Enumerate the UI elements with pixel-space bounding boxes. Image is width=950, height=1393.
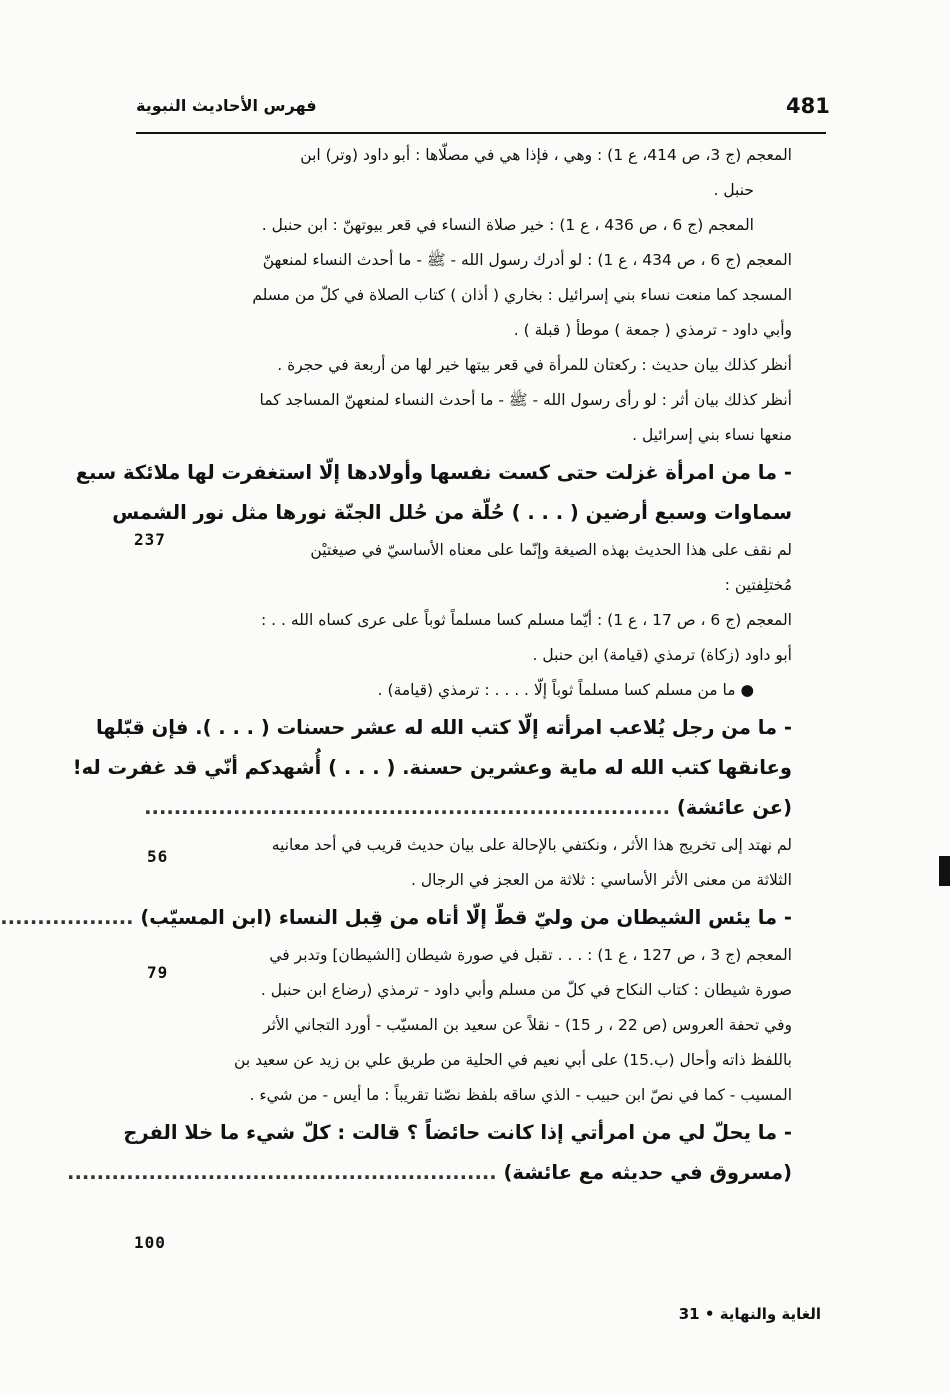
entry-text: - ما يئس الشيطان من وليّ قطّ إلّا أتاه من قِبل النساء (ابن المسيّب) bbox=[140, 906, 792, 929]
hadith-entry-line: - ما من امرأة غزلت حتى كست نفسها وأولادها إلّا استغفرت لها ملائكة سبع bbox=[75, 461, 792, 484]
hadith-entry-line: وعانقها كتب الله له ماية وعشرين حسنة. ( . . . ) أُشهدكم أنّي قد غفرت له! bbox=[72, 756, 792, 779]
footer-page-number: 31 bbox=[678, 1305, 700, 1323]
hadith-entry-line: - ما من رجل يُلاعب امرأته إلّا كتب الله له عشر حسنات ( . . . ). فإن قبّلها bbox=[95, 716, 792, 739]
entry-source: (عن عائشة) bbox=[676, 796, 792, 819]
text-line: أنظر كذلك بيان أثر : لو رأى رسول الله - ﷺ - ما أحدث النساء لمنعهنّ المساجد كما bbox=[259, 391, 792, 409]
text-line: حنبل . bbox=[713, 181, 754, 199]
hadith-entry-line: سماوات وسبع أرضين ( . . . ) حُلّة من حُلل الجنّة نورها مثل نور الشمس bbox=[112, 501, 792, 524]
page-reference: 237 bbox=[134, 530, 166, 549]
running-head bbox=[136, 92, 830, 134]
text-line: لم نهتد إلى تخريج هذا الأثر ، ونكتفي بالإحالة على بيان حديث قريب في أحد معانيه bbox=[271, 836, 792, 854]
text-line: الثلاثة من معنى الأثر الأساسي : ثلاثة من العجز في الرجال . bbox=[410, 871, 792, 889]
leader-dots: ....................................................................... bbox=[144, 796, 677, 819]
text-line: أبو داود (زكاة) ترمذي (قيامة) ابن حنبل . bbox=[532, 646, 792, 664]
hadith-entry-line bbox=[136, 788, 792, 828]
hadith-entry-line bbox=[67, 1153, 792, 1193]
page-reference: 79 bbox=[147, 963, 169, 982]
footer-separator: • bbox=[704, 1305, 715, 1323]
entry-source: (مسروق في حديثه مع عائشة) bbox=[503, 1161, 792, 1184]
text-line: المعجم (ج 3، ص 414، ع 1) : وهي ، فإذا هي في مصلّاها : أبو داود (وتر) ابن bbox=[300, 146, 792, 164]
text-line: المعجم (ج 6 ، ص 436 ، ع 1) : خير صلاة النساء في قعر بيوتهنّ : ابن حنبل . bbox=[261, 216, 754, 234]
text-line: المسيب - كما في نصّ ابن حبيب - الذي ساقه بلفظ نصّنا تقريباً : ما أيس - من شيء . bbox=[249, 1086, 792, 1104]
page-reference: 56 bbox=[147, 847, 169, 866]
page-edge-mark bbox=[939, 856, 950, 886]
text-line: المعجم (ج 6 ، ص 434 ، ع 1) : لو أدرك رسول الله - ﷺ - ما أحدث النساء لمنعهنّ bbox=[262, 251, 792, 269]
text-line: صورة شيطان : كتاب النكاح في كلّ من مسلم وأبي داود - ترمذي (رضاع ابن حنبل . bbox=[260, 981, 792, 999]
text-line: أنظر كذلك بيان حديث : ركعتان للمرأة في قعر بيتها خير لها من أربعة في حجرة . bbox=[277, 356, 792, 374]
leader-dots: .......................................................... bbox=[67, 1161, 504, 1184]
text-line: المسجد كما منعت نساء بني إسرائيل : بخاري ( أذان ) كتاب الصلاة في كلّ من مسلم bbox=[252, 286, 792, 304]
index-body bbox=[0, 138, 792, 1193]
leader-dots: .................. bbox=[0, 906, 141, 929]
text-line: وفي تحفة العروس (ص 22 ، ر 15) - نقلاً عن سعيد بن المسيّب - أورد التجاني الأثر bbox=[263, 1016, 792, 1034]
hadith-entry-line: - ما يحلّ لي من امرأتي إذا كانت حائضاً ؟ قالت : كلّ شيء ما خلا الفرج bbox=[123, 1121, 792, 1144]
running-head-title: فهرس الأحاديث النبوية bbox=[136, 96, 317, 115]
book-page bbox=[1, 0, 950, 1393]
hadith-entry-line bbox=[0, 898, 792, 938]
text-line: المعجم (ج 6 ، ص 17 ، ع 1) : أيّما مسلم كسا مسلماً ثوباً على عرى كساه الله . . : bbox=[260, 611, 792, 629]
text-line: لم نقف على هذا الحديث بهذه الصيغة وإنّما على معناه الأساسيّ في صيغتيْن bbox=[310, 541, 792, 559]
page-footer bbox=[641, 1305, 821, 1323]
text-line: ● ما من مسلم كسا مسلماً ثوباً إلّا . . . . : ترمذي (قيامة) . bbox=[377, 681, 754, 699]
page-number: 481 bbox=[786, 94, 830, 118]
page-reference: 100 bbox=[134, 1233, 166, 1252]
text-line: وأبي داود - ترمذي ( جمعة ) موطأ ( قبلة ) . bbox=[513, 321, 792, 339]
text-line: مُختلِفتين : bbox=[724, 576, 792, 594]
text-line: المعجم (ج 3 ، ص 127 ، ع 1) : . . . تقبل في صورة شيطان [الشيطان] وتدبر في bbox=[269, 946, 792, 964]
text-line: منعها نساء بني إسرائيل . bbox=[632, 426, 792, 444]
footer-title: الغاية والنهاية bbox=[719, 1305, 821, 1323]
text-line: باللفظ ذاته وأحال (ب.15) على أبي نعيم في الحلية من طريق علي بن زيد عن سعيد بن bbox=[234, 1051, 792, 1069]
